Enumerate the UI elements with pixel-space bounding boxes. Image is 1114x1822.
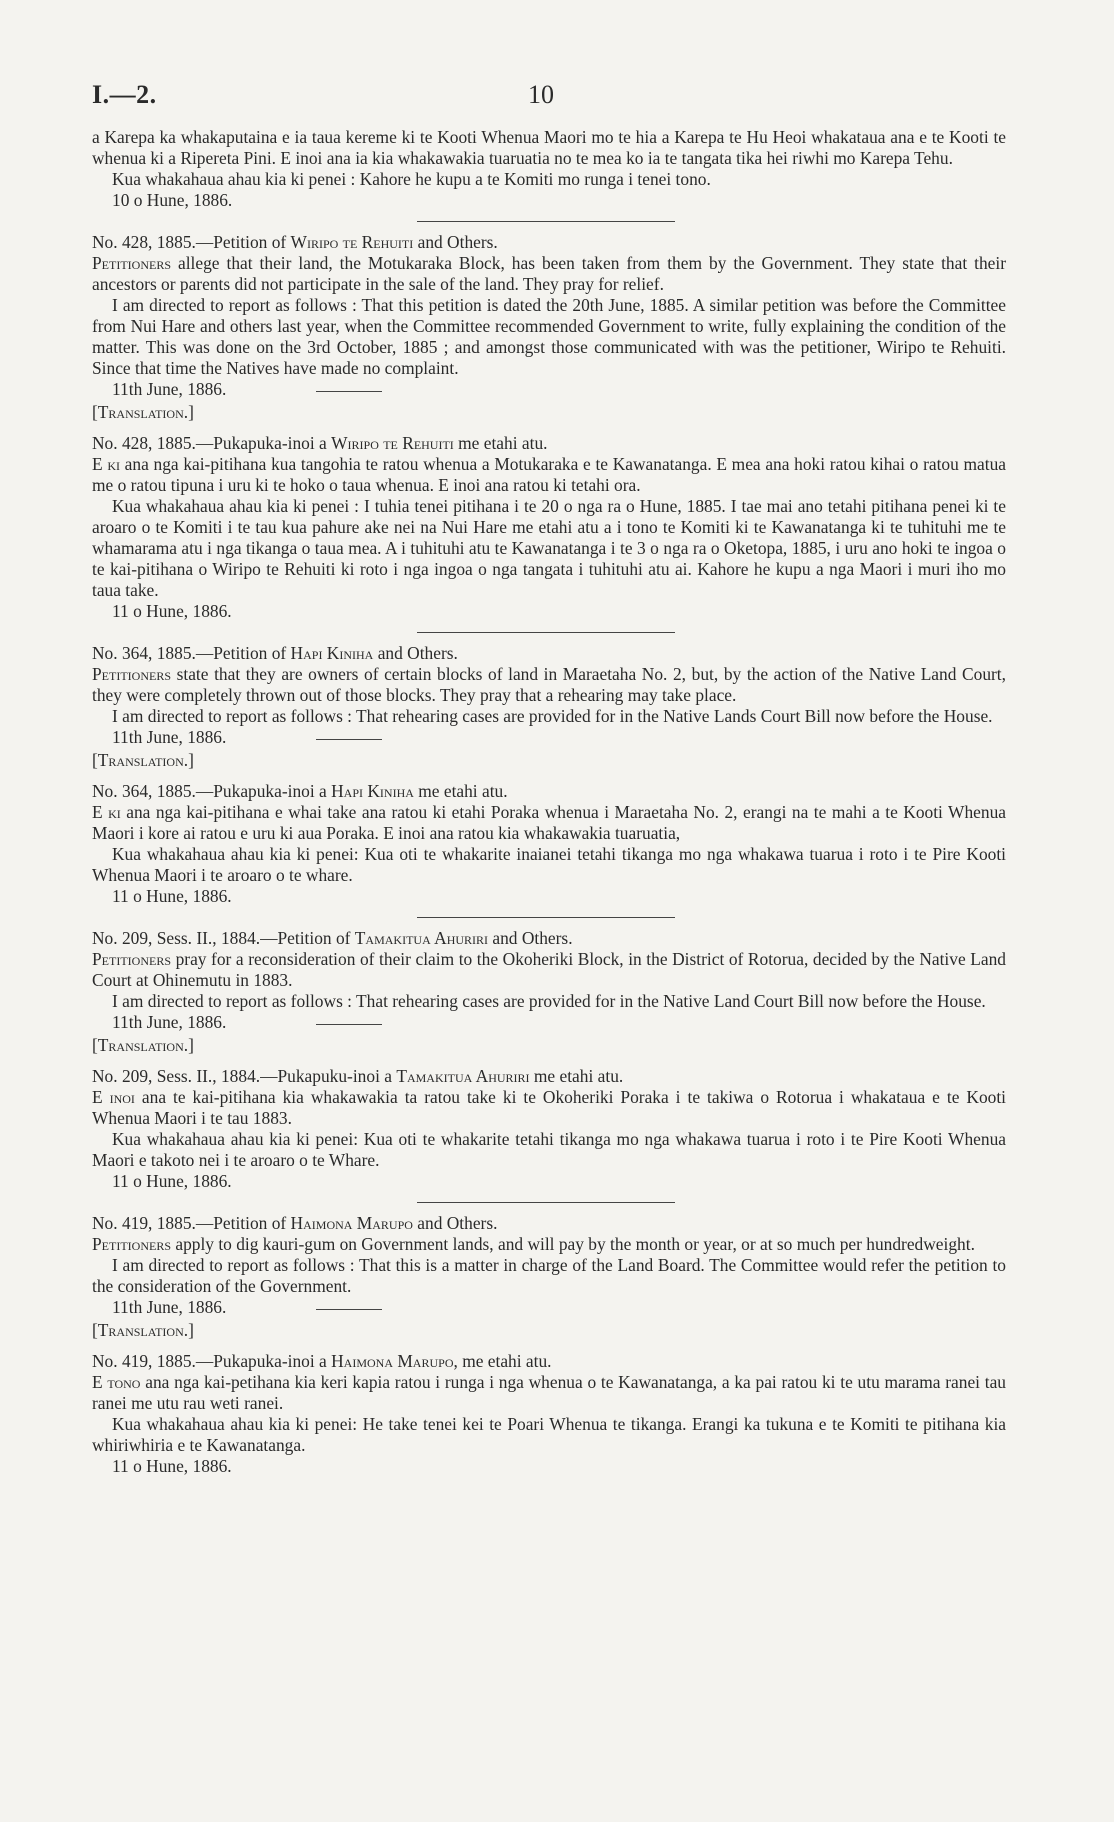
translation-label: [Translation.] <box>92 1320 194 1340</box>
petition-heading: No. 428, 1885.—Petition of Wiripo te Rehuiti and Others. <box>92 232 498 252</box>
petition-date: 11th June, 1886. <box>92 1012 1006 1033</box>
translation-report: Kua whakahaua ahau kia ki penei : I tuhia tenei pitihana i te 20 o nga ra o Hune, 1885. I tae mai ano tetahi pitihana penei ki te aroaro o te Komiti i te tau kua pahure ake nei na Nui Hare me etahi atu a i tono te Komiti ki te Kawanatanga ki te tuhituhi me te whamarama atu i nga tikanga o taua mea. A i tuhituhi atu te Kawanatanga i te 3 o nga ra o Oketopa, 1885, i uru ano hoki te ingoa o te kai-pitihana o Wiripo te Rehuiti ki roto i nga ingoa o nga tangata i tuhituhi atu ai. Kahore he kupu a nga Maori i muri iho mo taua take. <box>92 496 1006 600</box>
petition-date: 11th June, 1886. <box>92 727 1006 748</box>
intro-paragraph: a Karepa ka whakaputaina e ia taua kereme ki te Kooti Whenua Maori mo te hia a Karepa te Hu Heoi whakataua ana e te Kooti te whenua ki a Ripereta Pini. E inoi ana ia kia whakawakia tuaruatia no te mea ko ia te tangata tika hei riwhi mo Karepa Tehu. <box>92 127 1006 168</box>
translation-label: [Translation.] <box>92 402 194 422</box>
petition-body: Petitioners state that they are owners of certain blocks of land in Maraetaha No. 2, but, by the action of the Native Land Court, they were completely thrown out of those blocks. They pray that a rehearing may take place. <box>92 664 1006 705</box>
petition-body: Petitioners allege that their land, the Motukaraka Block, has been taken from them by the Government. They state that their ancestors or parents did not participate in the sale of the land. They pray for relief. <box>92 253 1006 294</box>
petition-report: I am directed to report as follows : That this is a matter in charge of the Land Board. The Committee would refer the petition to the consideration of the Government. <box>92 1255 1006 1296</box>
translation-label: [Translation.] <box>92 1035 194 1055</box>
page-content <box>92 127 1006 1477</box>
petition-body: Petitioners apply to dig kauri-gum on Government lands, and will pay by the month or year, or at so much per hundredweight. <box>92 1234 975 1254</box>
translation-body: E inoi ana te kai-pitihana kia whakawakia ta ratou take ki te Okoheriki Poraka i te takiwa o Rotorua i whakataua e te Kooti Whenua Maori i te tau 1883. <box>92 1087 1007 1128</box>
translation-report: Kua whakahaua ahau kia ki penei: He take tenei kei te Poari Whenua te tikanga. Erangi ka tukuna e te Komiti te pitihana kia whiriwhiria e te Kawanatanga. <box>92 1414 1006 1455</box>
petition-heading: No. 364, 1885.—Petition of Hapi Kiniha and Others. <box>92 643 458 663</box>
translation-date: 11 o Hune, 1886. <box>112 1171 232 1191</box>
translation-body: E ki ana nga kai-pitihana e whai take ana ratou ki etahi Poraka whenua i Maraetaha No. 2, erangi na te mahi a te Kooti Whenua Maori i kore ai ratou e uru ki aua Poraka. E inoi ana ratou kia whakawakia tuaruatia, <box>92 802 1006 843</box>
section-divider <box>417 917 675 918</box>
petition-date: 11th June, 1886. <box>92 379 1006 400</box>
intro-date: 10 o Hune, 1886. <box>112 190 233 210</box>
intro-report: Kua whakahaua ahau kia ki penei : Kahore he kupu a te Komiti mo runga i tenei tono. <box>112 169 711 189</box>
translation-heading: No. 428, 1885.—Pukapuka-inoi a Wiripo te Rehuiti me etahi atu. <box>92 433 548 453</box>
translation-body: E tono ana nga kai-petihana kia keri kapia ratou i runga i nga whenua o te Kawanatanga, a ka pai ratou ki te utu marama ranei tau ranei me utu rau weti ranei. <box>92 1372 1006 1413</box>
translation-body: E ki ana nga kai-pitihana kua tangohia te ratou whenua a Motukaraka e te Kawanatanga. E mea ana hoki ratou kihai o ratou matua me o ratou tipuna i uru ki te hoko o taua whenua. E inoi ana ratou ki tetahi ora. <box>92 454 1006 495</box>
translation-date: 11 o Hune, 1886. <box>112 601 232 621</box>
translation-heading: No. 364, 1885.—Pukapuka-inoi a Hapi Kiniha me etahi atu. <box>92 781 508 801</box>
petition-heading: No. 209, Sess. II., 1884.—Petition of Tamakitua Ahuriri and Others. <box>92 928 573 948</box>
translation-date: 11 o Hune, 1886. <box>112 1456 232 1476</box>
document-reference: I.—2. <box>92 80 157 109</box>
petition-report: I am directed to report as follows : That this petition is dated the 20th June, 1885. A similar petition was before the Committee from Nui Hare and others last year, when the Committee recommended Government to write, fully explaining the condition of the matter. This was done on the 3rd October, 1885 ; and amongst those communicated with was the petitioner, Wiripo te Rehuiti. Since that time the Natives have made no complaint. <box>92 295 1006 378</box>
translation-date: 11 o Hune, 1886. <box>112 886 232 906</box>
petition-body: Petitioners pray for a reconsideration of their claim to the Okoheriki Block, in the District of Rotorua, decided by the Native Land Court at Ohinemutu in 1883. <box>92 949 1006 990</box>
translation-heading: No. 419, 1885.—Pukapuka-inoi a Haimona Marupo, me etahi atu. <box>92 1351 552 1371</box>
section-divider <box>417 221 675 222</box>
petition-report: I am directed to report as follows : That rehearing cases are provided for in the Native Lands Court Bill now before the House. <box>112 706 993 726</box>
translation-report: Kua whakahaua ahau kia ki penei: Kua oti te whakarite inaianei tetahi tikanga mo nga whakawa tuarua i roto i te Pire Kooti Whenua Maori i te aroaro o te whare. <box>92 844 1006 885</box>
page-number: 10 <box>528 80 554 109</box>
section-divider <box>417 1202 675 1203</box>
translation-report: Kua whakahaua ahau kia ki penei: Kua oti te whakarite tetahi tikanga mo nga whakawa tuarua i roto i te Pire Kooti Whenua Maori e takoto nei i te aroaro o te Whare. <box>92 1129 1006 1170</box>
petition-heading: No. 419, 1885.—Petition of Haimona Marupo and Others. <box>92 1213 498 1233</box>
petition-report: I am directed to report as follows : That rehearing cases are provided for in the Native Land Court Bill now before the House. <box>112 991 986 1011</box>
translation-heading: No. 209, Sess. II., 1884.—Pukapuku-inoi a Tamakitua Ahuriri me etahi atu. <box>92 1066 624 1086</box>
translation-label: [Translation.] <box>92 750 194 770</box>
petition-date: 11th June, 1886. <box>92 1297 1006 1318</box>
section-divider <box>417 632 675 633</box>
